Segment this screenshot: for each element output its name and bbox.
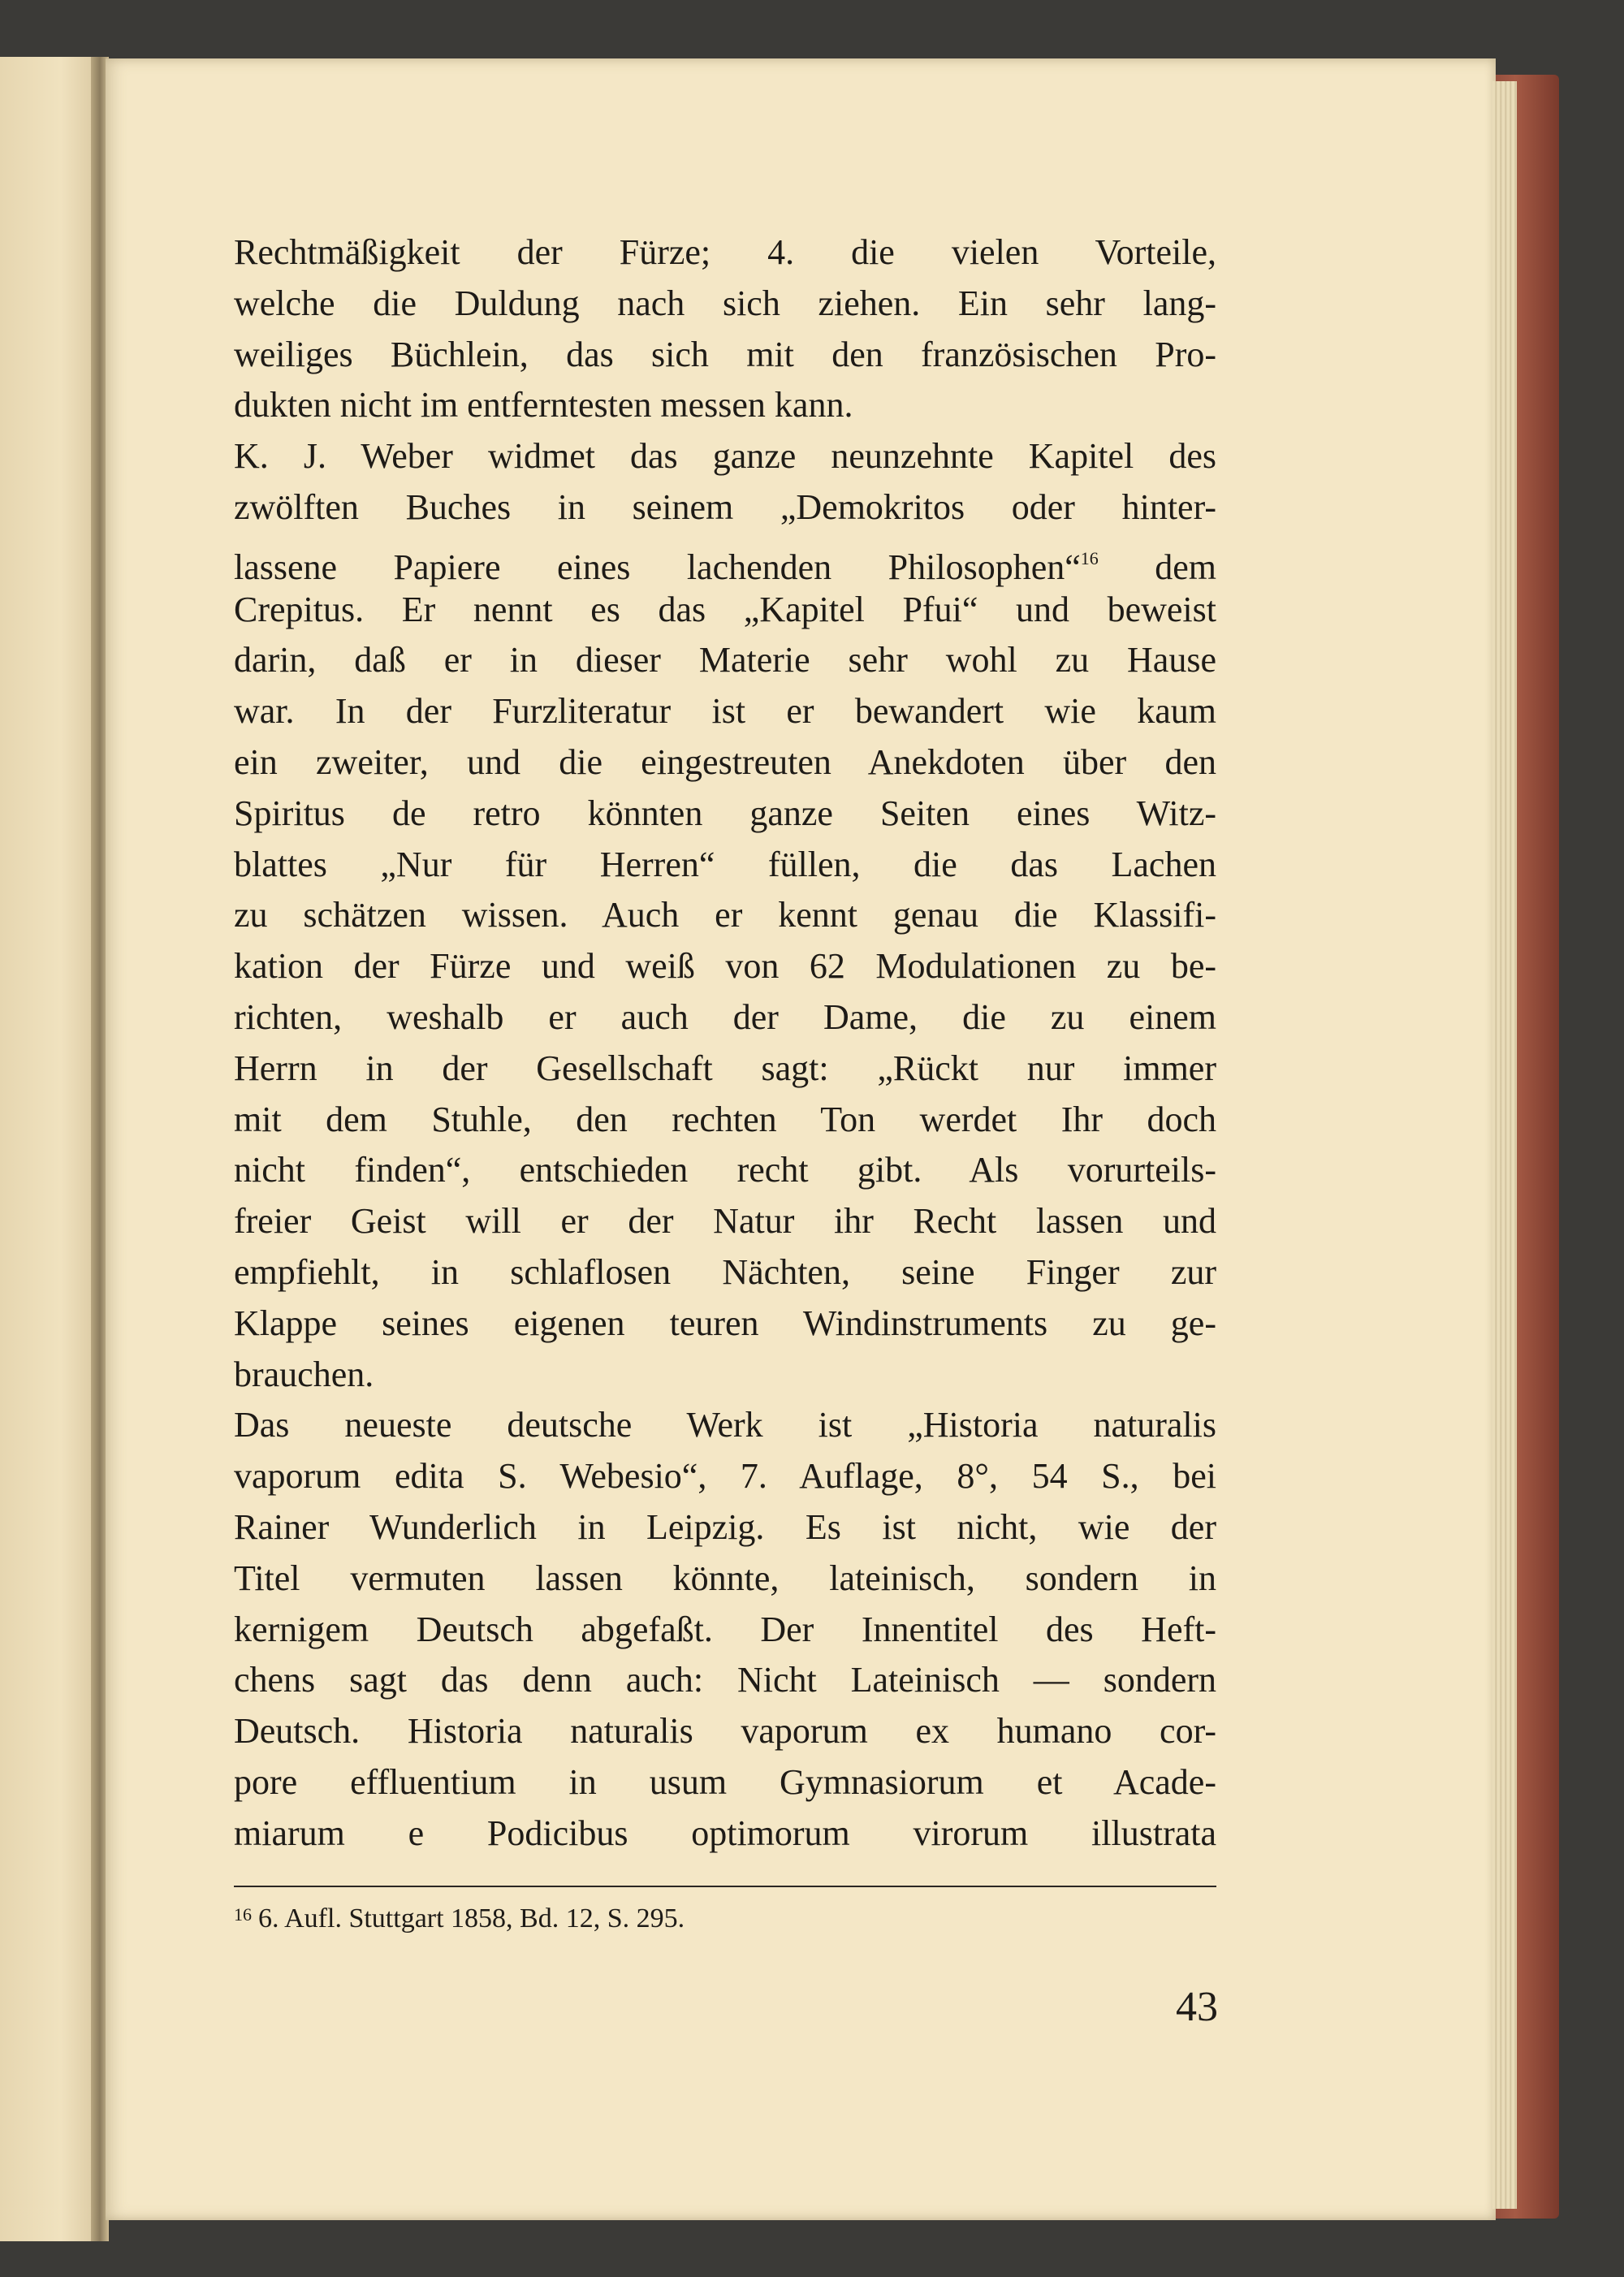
text-line: Titel vermuten lassen könnte, lateinisch, sondern in (234, 1558, 1216, 1598)
text-line: blattes „Nur für Herren“ füllen, die das Lachen (234, 844, 1216, 884)
text-line: zu schätzen wissen. Auch er kennt genau die Klassifi- (234, 895, 1216, 935)
text-line: war. In der Furzliteratur ist er bewandert wie kaum (234, 691, 1216, 732)
text-line: ein zweiter, und die eingestreuten Anekdoten über den (234, 741, 1216, 782)
text-line: zwölften Buches in seinem „Demokritos oder hinter- (234, 486, 1216, 527)
text-line: vaporum edita S. Webesio“, 7. Auflage, 8°, 54 S., bei (234, 1456, 1216, 1497)
text-line: Crepitus. Er nennt es das „Kapitel Pfui“ und beweist (234, 589, 1216, 629)
text-line: chens sagt das denn auch: Nicht Lateinisch — sondern (234, 1660, 1216, 1700)
page-number: 43 (1176, 1984, 1218, 2030)
text-line: freier Geist will er der Natur ihr Recht lassen und (234, 1201, 1216, 1242)
text-line: weiliges Büchlein, das sich mit den französischen Pro- (234, 334, 1216, 374)
text-line: empfiehlt, in schlaflosen Nächten, seine Finger zur (234, 1251, 1216, 1292)
text-line: kernigem Deutsch abgefaßt. Der Innentitel des Heft- (234, 1609, 1216, 1649)
text-line: Spiritus de retro könnten ganze Seiten eines Witz- (234, 793, 1216, 833)
footnote-reference: 16 (1080, 547, 1099, 568)
text-line: mit dem Stuhle, den rechten Ton werdet Ihr doch (234, 1099, 1216, 1139)
text-line: Klappe seines eigenen teuren Windinstruments zu ge- (234, 1303, 1216, 1343)
text-line: darin, daß er in dieser Materie sehr wohl zu Hause (234, 640, 1216, 681)
footnote-divider (234, 1886, 1216, 1887)
text-line-part: lassene Papiere eines lachenden Philosophen“ (234, 547, 1081, 587)
text-line: pore effluentium in usum Gymnasiorum et Acade- (234, 1761, 1216, 1802)
text-line: welche die Duldung nach sich ziehen. Ein sehr lang- (234, 283, 1216, 323)
text-line: K. J. Weber widmet das ganze neunzehnte Kapitel des (234, 436, 1216, 477)
text-line: nicht finden“, entschieden recht gibt. Als vorurteils- (234, 1150, 1216, 1190)
footnote-number: 16 (234, 1904, 252, 1925)
text-line: miarum e Podicibus optimorum virorum illustrata (234, 1813, 1216, 1853)
text-line: richten, weshalb er auch der Dame, die zu einem (234, 996, 1216, 1037)
page-stack-edge (1492, 81, 1517, 2209)
body-text (234, 227, 1216, 1860)
text-line-with-footnote (234, 534, 1216, 585)
text-line: Deutsch. Historia naturalis vaporum ex humano cor- (234, 1711, 1216, 1752)
text-line: Herrn in der Gesellschaft sagt: „Rückt nur immer (234, 1048, 1216, 1088)
text-line: Rainer Wunderlich in Leipzig. Es ist nicht, wie der (234, 1506, 1216, 1547)
text-line: dukten nicht im entferntesten messen kann. (234, 385, 853, 426)
text-line: brauchen. (234, 1354, 374, 1394)
footnote (234, 1897, 1216, 1937)
footnote-text: 6. Aufl. Stuttgart 1858, Bd. 12, S. 295. (258, 1903, 685, 1934)
text-line: Rechtmäßigkeit der Fürze; 4. die vielen Vorteile, (234, 232, 1216, 272)
facing-page-edge (0, 57, 102, 2241)
text-line: kation der Fürze und weiß von 62 Modulationen zu be- (234, 946, 1216, 987)
text-line-part: dem (1155, 547, 1217, 587)
text-line: Das neueste deutsche Werk ist „Historia naturalis (234, 1405, 1216, 1445)
